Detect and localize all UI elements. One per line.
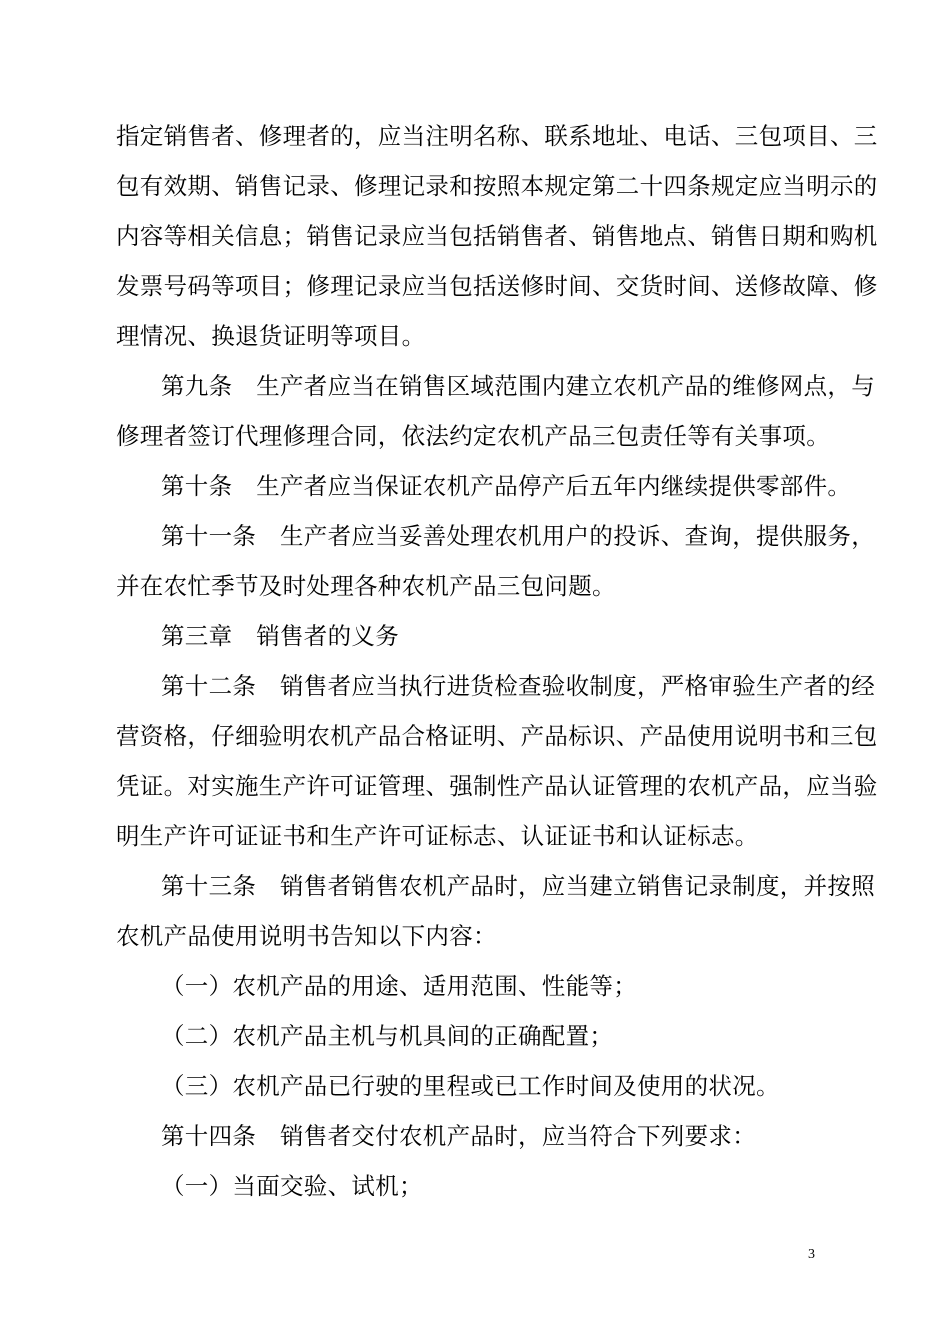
article-14-line: 第十四条 销售者交付农机产品时，应当符合下列要求： xyxy=(161,1122,756,1150)
list-item: （一）农机产品的用途、适用范围、性能等； xyxy=(161,972,637,1000)
text-line: 农机产品使用说明书告知以下内容： xyxy=(116,922,497,950)
list-item: （一）当面交验、试机； xyxy=(161,1172,423,1200)
page-number: 3 xyxy=(808,1247,815,1262)
article-10-line: 第十条 生产者应当保证农机产品停产后五年内继续提供零部件。 xyxy=(161,472,852,500)
text-line: 指定销售者、修理者的，应当注明名称、联系地址、电话、三包项目、三 xyxy=(116,122,878,150)
article-9-line: 第九条 生产者应当在销售区域范围内建立农机产品的维修网点，与 xyxy=(161,372,875,400)
article-12-line: 第十二条 销售者应当执行进货检查验收制度，严格审验生产者的经 xyxy=(161,672,875,700)
text-line: 凭证。对实施生产许可证管理、强制性产品认证管理的农机产品，应当验 xyxy=(116,772,878,800)
list-item: （三）农机产品已行驶的里程或已工作时间及使用的状况。 xyxy=(161,1072,780,1100)
text-line: 修理者签订代理修理合同，依法约定农机产品三包责任等有关事项。 xyxy=(116,422,830,450)
text-line: 发票号码等项目；修理记录应当包括送修时间、交货时间、送修故障、修 xyxy=(116,272,878,300)
text-line: 营资格，仔细验明农机产品合格证明、产品标识、产品使用说明书和三包 xyxy=(116,722,878,750)
chapter-heading: 第三章 销售者的义务 xyxy=(161,622,399,650)
text-line: 理情况、换退货证明等项目。 xyxy=(116,322,426,350)
text-line: 包有效期、销售记录、修理记录和按照本规定第二十四条规定应当明示的 xyxy=(116,172,878,200)
text-line: 内容等相关信息；销售记录应当包括销售者、销售地点、销售日期和购机 xyxy=(116,222,878,250)
text-line: 明生产许可证证书和生产许可证标志、认证证书和认证标志。 xyxy=(116,822,759,850)
text-line: 并在农忙季节及时处理各种农机产品三包问题。 xyxy=(116,572,616,600)
article-11-line: 第十一条 生产者应当妥善处理农机用户的投诉、查询，提供服务， xyxy=(161,522,875,550)
article-13-line: 第十三条 销售者销售农机产品时，应当建立销售记录制度，并按照 xyxy=(161,872,875,900)
list-item: （二）农机产品主机与机具间的正确配置； xyxy=(161,1022,614,1050)
